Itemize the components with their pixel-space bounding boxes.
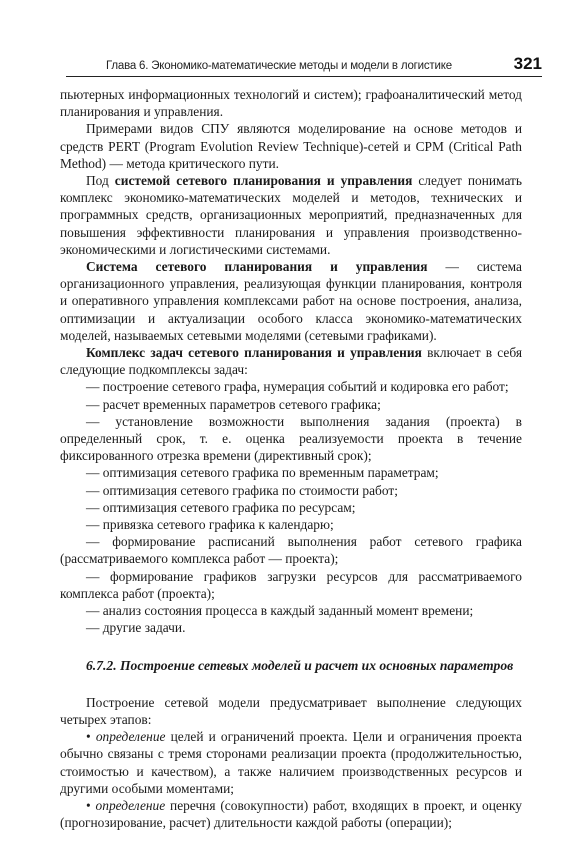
bullet-term: определение: [95, 797, 166, 813]
page-number: 321: [513, 54, 542, 73]
running-header: [66, 48, 542, 74]
header-rule: [66, 76, 542, 77]
page-body: [60, 86, 522, 831]
bullet-item: [60, 797, 522, 831]
bullet-term: определение: [95, 729, 166, 745]
list-item: — установление возможности выполнения задания (проекта) в определенный срок, т. е. оценка реализуемости проекта в течение фиксированного отрезка времени (директивный срок);: [60, 413, 522, 464]
list-item: — анализ состояния процесса в каждый заданный момент времени;: [86, 603, 474, 619]
defined-term: Комплекс задач сетевого планирования и управления: [86, 345, 422, 361]
paragraph-definition-system: [60, 172, 522, 258]
paragraph-lead: Под: [86, 173, 115, 189]
list-item: — оптимизация сетевого графика по ресурсам;: [86, 499, 356, 515]
chapter-title: Глава 6. Экономико-математические методы и модели в логистике: [106, 60, 452, 72]
bullet-item: [60, 728, 522, 797]
paragraph-examples: Примерами видов СПУ являются моделирование на основе методов и средств PERT (Program Evolution Review Technique)-сетей и CPM (Critical Path Method) — метода критического пути.: [60, 121, 522, 171]
list-item: — оптимизация сетевого графика по стоимости работ;: [86, 482, 398, 498]
bullet-text: целей и ограничений проекта. Цели и ограничения проекта обычно связаны с тремя сторонами реализации проекта (продолжительностью, стоимостью и качеством), а также наличием производственных ресурсов и другими особыми моментами;: [60, 729, 522, 796]
bullet-mark: •: [86, 797, 91, 813]
spacer: [60, 674, 522, 694]
list-item: — построение сетевого графа, нумерация событий и кодировка его работ;: [86, 379, 509, 395]
list-item: — формирование графиков загрузки ресурсов для рассматриваемого комплекса работ (проекта);: [60, 568, 522, 601]
list-item: — другие задачи.: [86, 620, 186, 636]
list-item: — оптимизация сетевого графика по временным параметрам;: [86, 465, 439, 481]
paragraph-text: — система организационного управления, реализующая функции планирования, контроля и оперативного управления комплексами работ на основе построения, анализа, оптимизации и актуализации особого класса экономико-математических моделей, называемых сетевыми моделями (сетевыми графиками).: [60, 259, 522, 343]
paragraph-text: следует понимать комплекс экономико-математических моделей и методов, технических и программных средств, организационных мероприятий, предназначенных для повышения эффективности планирования и управления производственно-экономическими и логистическими системами.: [60, 173, 522, 257]
section-intro: Построение сетевой модели предусматривает выполнение следующих четырех этапов:: [60, 694, 522, 727]
bullet-mark: •: [86, 729, 91, 745]
bullet-text: перечня (совокупности) работ, входящих в проект, и оценку (прогнозирование, расчет) длительности каждой работы (операции);: [60, 797, 522, 831]
paragraph-continuation: пьютерных информационных технологий и систем); графоаналитический метод планирования и управления.: [60, 87, 522, 120]
paragraph-text: включает в себя следующие подкомплексы задач:: [60, 345, 522, 378]
list-item: — расчет временных параметров сетевого графика;: [86, 396, 381, 412]
list-item: — привязка сетевого графика к календарю;: [86, 517, 334, 533]
task-list: [60, 378, 522, 636]
spacer: [60, 637, 522, 657]
paragraph-definition-control: [60, 258, 522, 344]
defined-term: Система сетевого планирования и управления: [86, 259, 428, 275]
defined-term: системой сетевого планирования и управления: [114, 173, 413, 189]
paragraph-task-complex: [60, 344, 522, 378]
list-item: — формирование расписаний выполнения работ сетевого графика (рассматриваемого комплекса работ — проекта);: [60, 534, 522, 567]
section-heading: 6.7.2. Построение сетевых моделей и расчет их основных параметров: [86, 657, 514, 673]
